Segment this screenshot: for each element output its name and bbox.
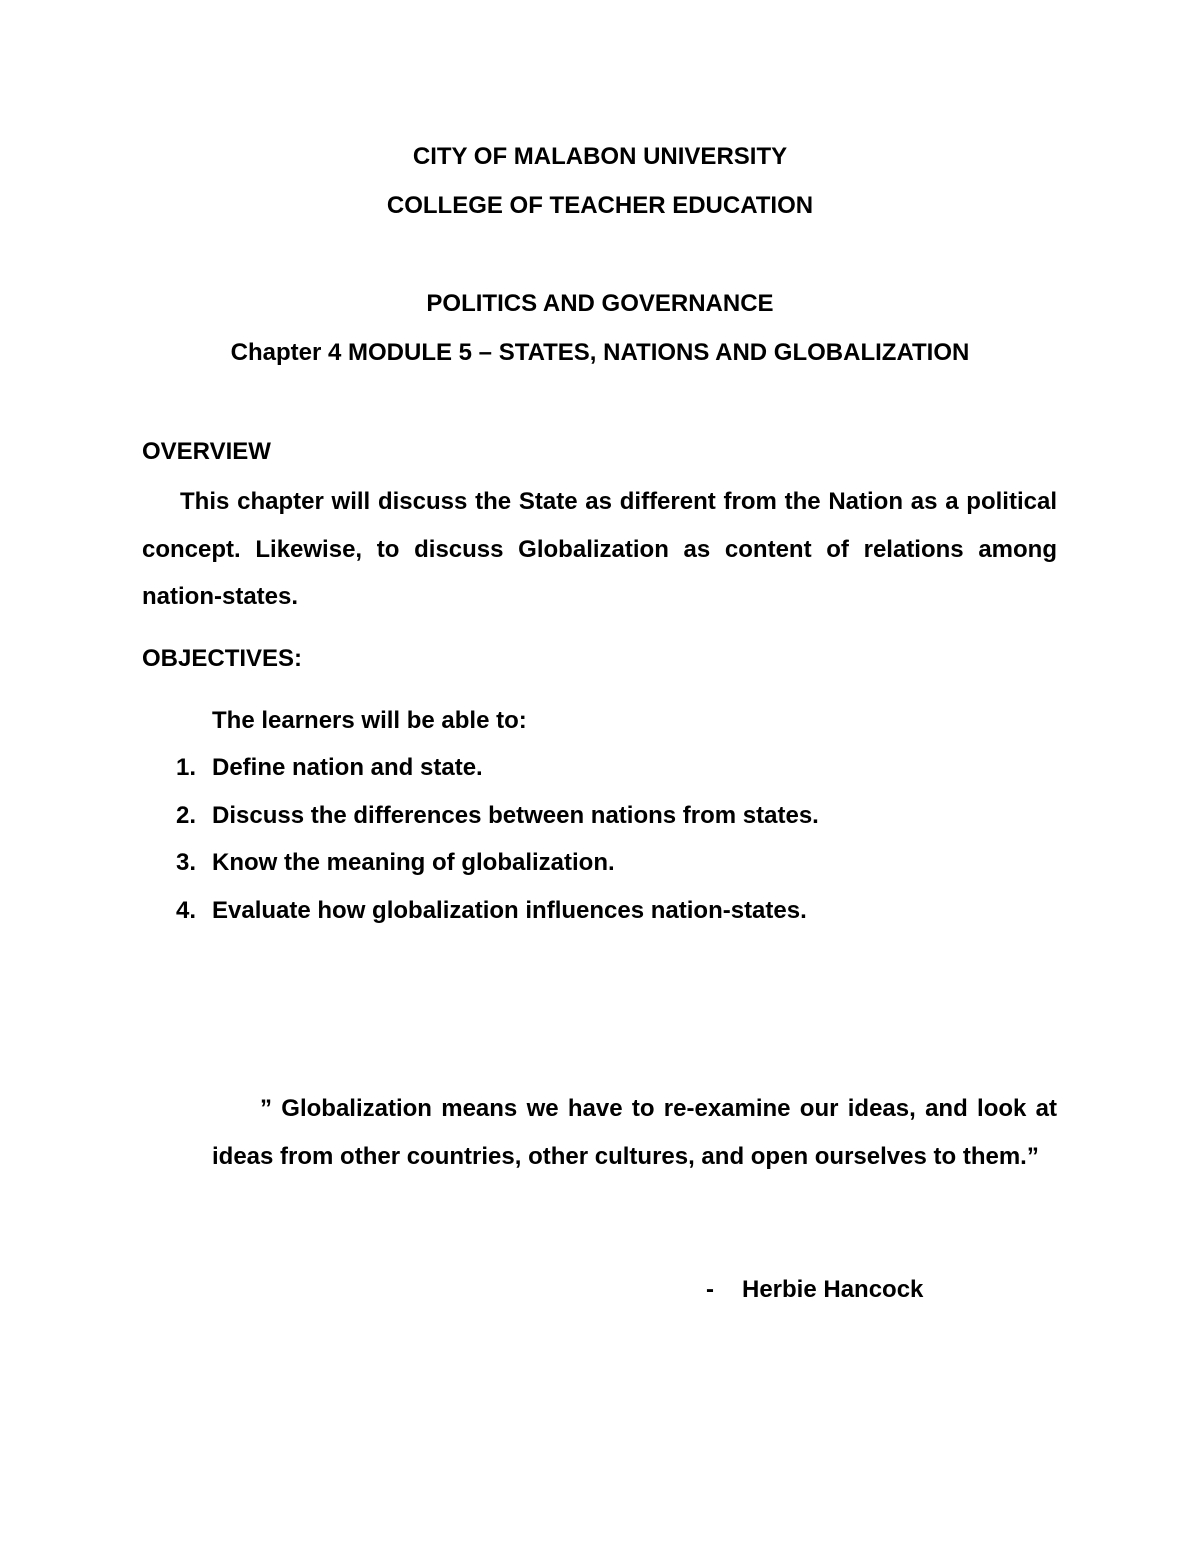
objective-item [176, 801, 819, 849]
objective-number: 1. [176, 754, 197, 781]
college-name: COLLEGE OF TEACHER EDUCATION [386, 192, 814, 219]
objectives-list [176, 753, 819, 943]
objectives-lead: The learners will be able to: [212, 707, 527, 734]
quote-author: Herbie Hancock [742, 1276, 924, 1303]
quote-text: ” Globalization means we have to re-examine our ideas, and look at ideas from other countries, other cultures, and open ourselves to them.” [212, 1095, 1057, 1170]
objective-text: Discuss the differences between nations from states. [212, 801, 819, 829]
quote-attribution [706, 1275, 923, 1305]
attribution-dash: - [706, 1276, 714, 1303]
objective-number: 3. [176, 849, 197, 876]
course-title: POLITICS AND GOVERNANCE [426, 290, 774, 317]
objective-number: 4. [176, 896, 197, 924]
university-name: CITY OF MALABON UNIVERSITY [412, 143, 788, 170]
module-title: Chapter 4 MODULE 5 – STATES, NATIONS AND GLOBALIZATION [230, 339, 970, 366]
objectives-heading: OBJECTIVES: [142, 645, 303, 672]
objective-text: Evaluate how globalization influences nation-states. [212, 896, 807, 924]
objective-text: Know the meaning of globalization. [212, 849, 615, 876]
overview-heading: OVERVIEW [142, 438, 271, 465]
overview-text: This chapter will discuss the State as different from the Nation as a political concept. Likewise, to discuss Globalization as content of relations among nation-states. [142, 488, 1057, 610]
objective-item [176, 848, 819, 896]
objective-text: Define nation and state. [212, 754, 483, 781]
objective-item [176, 896, 819, 944]
objective-number: 2. [176, 801, 197, 829]
objective-item [176, 753, 819, 801]
